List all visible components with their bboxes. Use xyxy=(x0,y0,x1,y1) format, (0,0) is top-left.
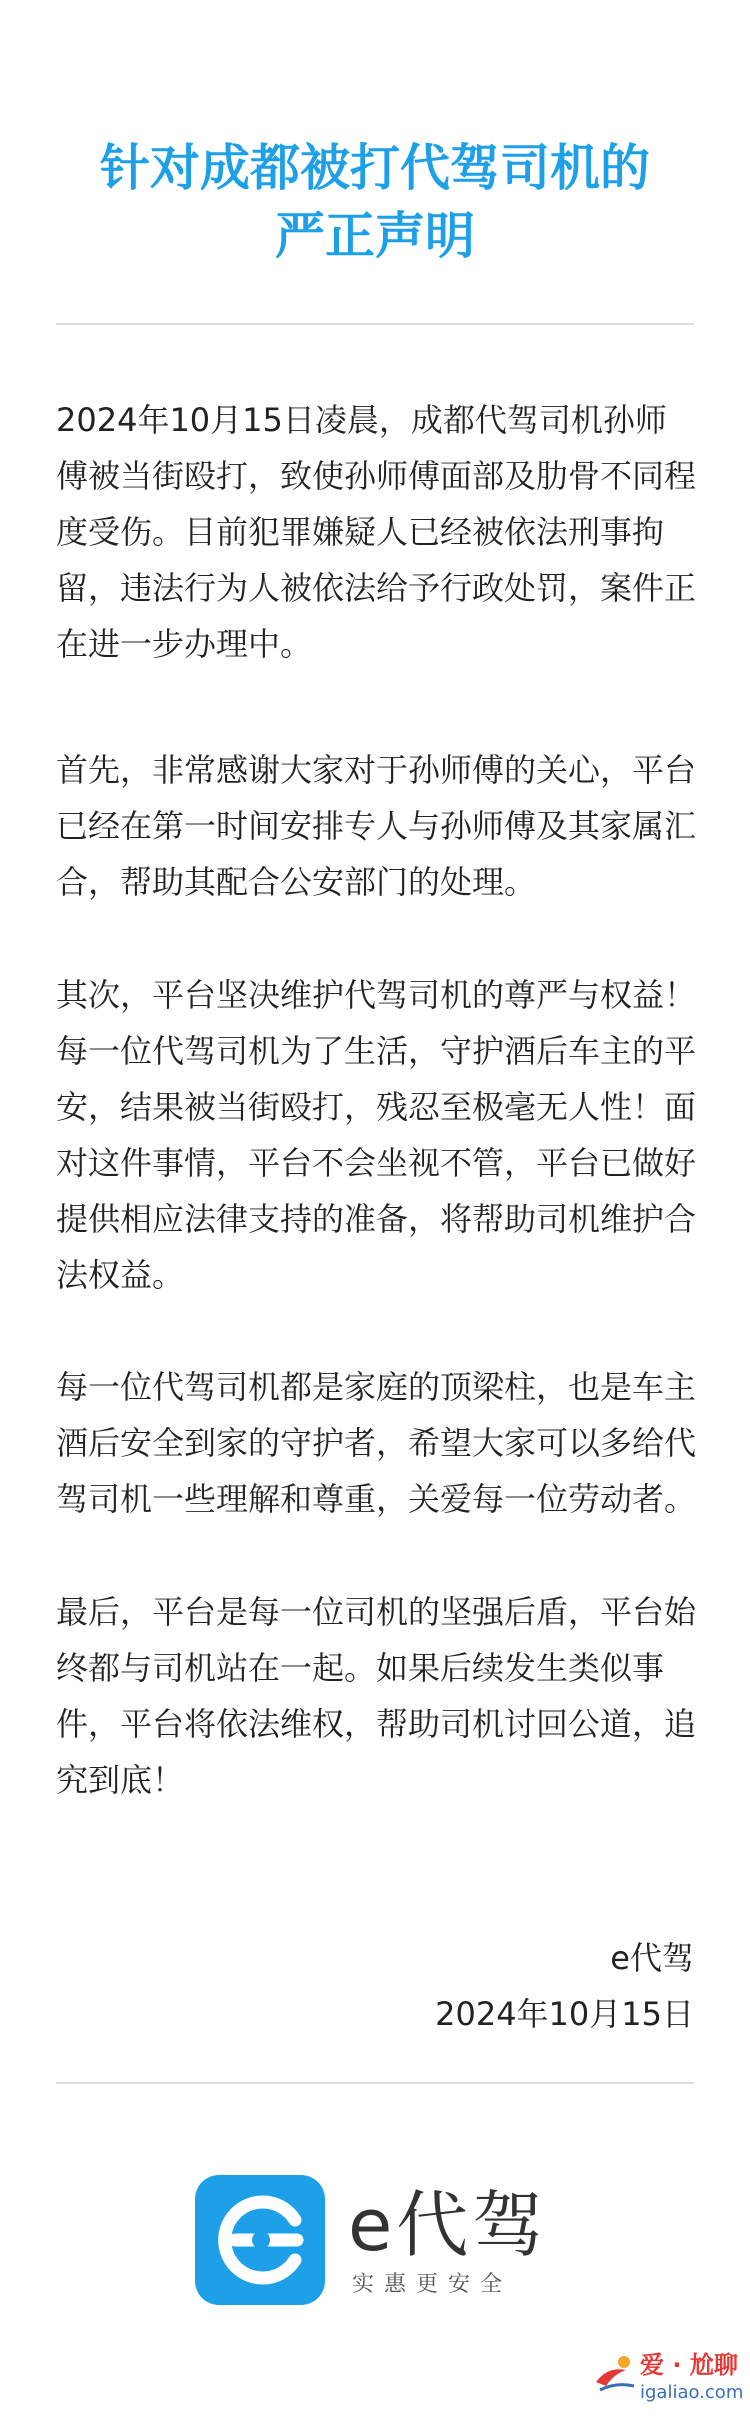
signature-date: 2024年10月15日 xyxy=(435,1995,694,2033)
paragraph-5: 最后，平台是每一位司机的坚强后盾，平台始终都与司机站在一起。如果后续发生类似事件，平台将依法维权，帮助司机讨回公道，追究到底！ xyxy=(56,1593,697,1799)
title-line-1: 针对成都被打代驾司机的 xyxy=(100,139,650,197)
watermark-name: 爱 · 尬聊 xyxy=(640,2351,738,2379)
paragraph-3: 其次，平台坚决维护代驾司机的尊严与权益！每一位代驾司机为了生活，守护酒后车主的平安，结果被当街殴打，残忍至极毫无人性！面对这件事情，平台不会坐视不管，平台已做好提供相应法律支持的准备，将帮助司机维护合法权益。 xyxy=(56,976,697,1294)
e-logo-icon xyxy=(195,2175,325,2305)
watermark-url: igaliao.com xyxy=(640,2382,744,2403)
paragraph-2: 首先，非常感谢大家对于孙师傅的关心，平台已经在第一时间安排专人与孙师傅及其家属汇合，帮助其配合公安部门的处理。 xyxy=(56,751,697,901)
paragraph-4: 每一位代驾司机都是家庭的顶梁柱，也是车主酒后安全到家的守护者，希望大家可以多给代驾司机一些理解和尊重，关爱每一位劳动者。 xyxy=(56,1368,697,1518)
logo-wordmark: e代驾 xyxy=(348,2183,549,2267)
signature-org: e代驾 xyxy=(610,1939,694,1977)
top-divider xyxy=(56,323,694,325)
bottom-divider xyxy=(56,2082,694,2084)
logo-tagline: 实惠更安全 xyxy=(352,2272,513,2297)
paragraph-1: 2024年10月15日凌晨，成都代驾司机孙师傅被当街殴打，致使孙师傅面部及肋骨不同程度受伤。目前犯罪嫌疑人已经被依法刑事拘留，违法行为人被依法给予行政处罚，案件正在进一步办理中。 xyxy=(56,401,697,663)
mascot-icon xyxy=(592,2352,638,2394)
title-line-2: 严正声明 xyxy=(275,207,475,265)
